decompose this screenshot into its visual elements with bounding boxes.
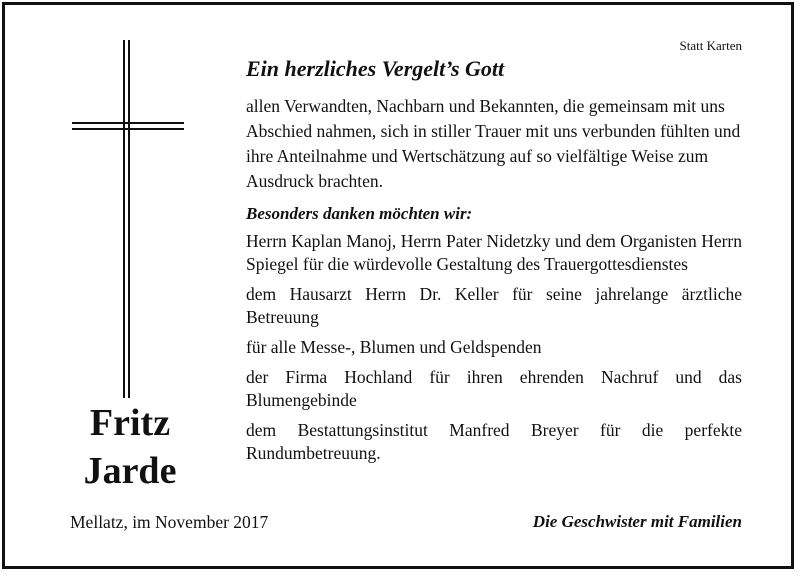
cross-horizontal-line-top: [72, 122, 184, 124]
cross-horizontal-line-bottom: [72, 128, 184, 130]
deceased-first-name: Fritz: [89, 402, 171, 444]
signature: Die Geschwister mit Familien: [532, 512, 742, 531]
statt-karten-note: Statt Karten: [679, 38, 742, 53]
thanks-heading: Besonders danken möchten wir:: [246, 204, 473, 223]
cross-vertical-line-right: [128, 40, 130, 398]
thanks-item: für alle Messe-, Blumen und Geldspenden: [246, 337, 542, 357]
thanks-item: Herrn Kaplan Manoj, Herrn Pater Nidetzky und dem Organisten Herrn Spiegel für die würdevolle Gestaltung des Trauergottesdienstes: [246, 231, 742, 274]
thanks-item: dem Hausarzt Herrn Dr. Keller für seine jahrelange ärztliche Betreuung: [246, 284, 742, 327]
place-date: Mellatz, im November 2017: [70, 512, 269, 532]
deceased-last-name: Jarde: [83, 450, 177, 492]
intro-paragraph: allen Verwandten, Nachbarn und Bekannten, die gemeinsam mit uns Abschied nahmen, sich in stiller Trauer mit uns verbunden fühlten und ihre Anteilnahme und Wertschätzung auf so vielfältige Weise zum Ausdruck brachten.: [246, 96, 741, 191]
thanks-list: [246, 230, 742, 465]
cross-vertical-line-left: [123, 40, 125, 398]
cross-icon: [72, 40, 184, 400]
thanks-item: dem Bestattungsinstitut Manfred Breyer für die perfekte Rundumbetreuung.: [246, 420, 742, 463]
headline: Ein herzliches Vergelt’s Gott: [246, 56, 505, 81]
thanks-item: der Firma Hochland für ihren ehrenden Nachruf und das Blumengebinde: [246, 367, 742, 410]
